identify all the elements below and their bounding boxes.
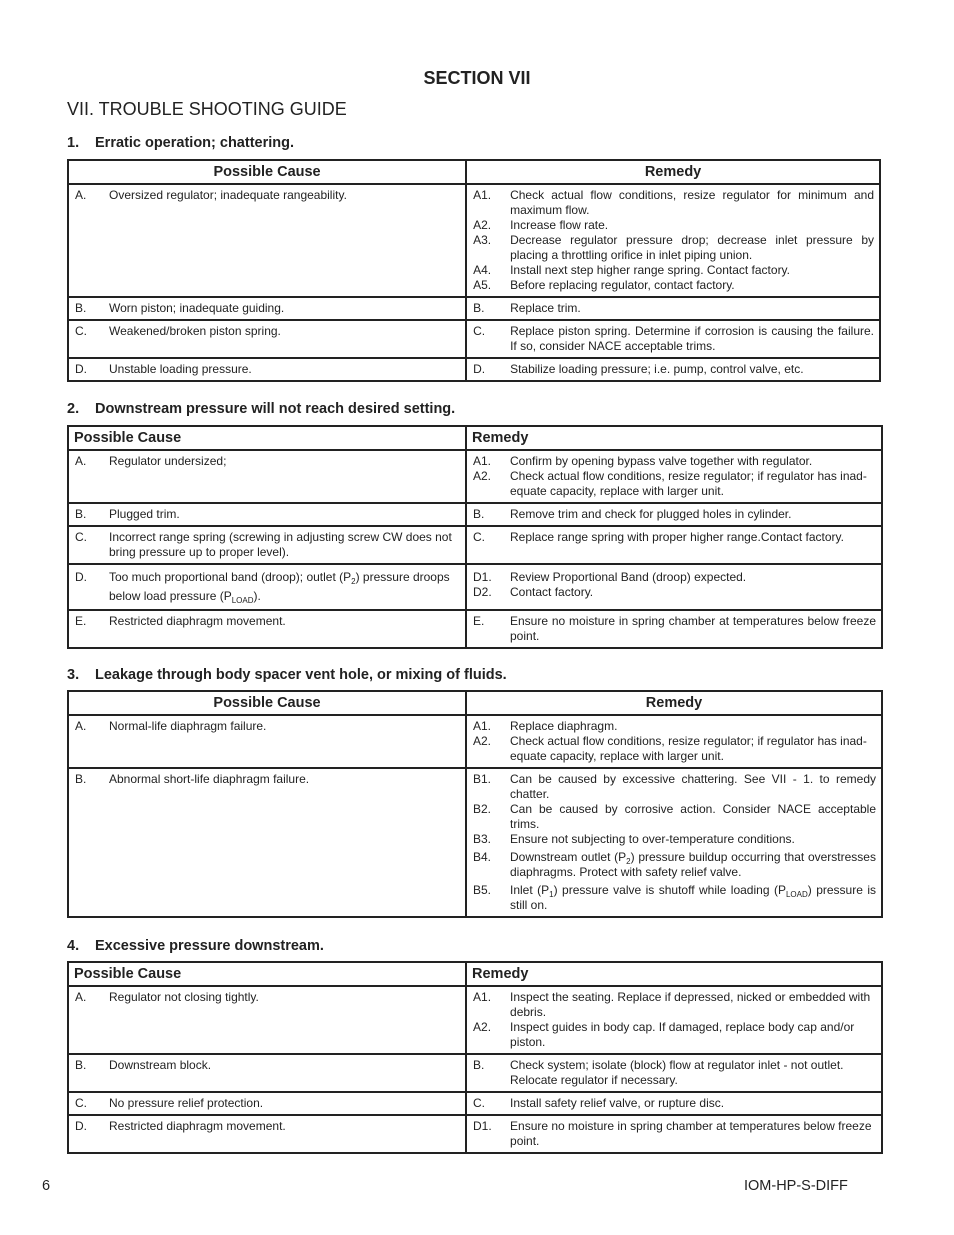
section-1-table: [67, 159, 881, 382]
remedy-item: A1. Confirm by opening bypass valve together with regulator.: [473, 454, 813, 468]
table-row: A. Regulator not closing tightly. A1. Inspect the seating. Replace if depressed, nicked or embedded with debris. A2. Inspect guides in body cap. If damaged, replace body cap and/or piston.: [68, 986, 882, 1054]
table-row: B. Plugged trim. B. Remove trim and check for plugged holes in cylinder.: [68, 503, 882, 526]
remedy-item: D. Stabilize loading pressure; i.e. pump, control valve, etc.: [473, 362, 804, 376]
remedy-item: B4. Downstream outlet $(P_2)$ pressure buildup occurring that overstresses diaphragms. Protect with safety relief valve.: [473, 850, 876, 879]
remedy-item: E. Ensure no moisture in spring chamber at temperatures below freeze point.: [473, 614, 876, 643]
remedy-item: B. Replace trim.: [473, 301, 581, 315]
document-id: IOM-HP-S-DIFF: [744, 1178, 848, 1194]
cause-text: Weakened/broken piston spring.: [109, 324, 281, 338]
table-header-row: [68, 691, 882, 715]
table-row: C. No pressure relief protection. C. Install safety relief valve, or rupture disc.: [68, 1092, 882, 1115]
cause-text: Abnormal short-life diaphragm failure.: [109, 772, 310, 786]
section-2-table: [67, 425, 883, 649]
table-row: D. Restricted diaphragm movement. D1. Ensure no moisture in spring chamber at temperatures below freeze point.: [68, 1115, 882, 1153]
table-header-row: [68, 160, 880, 184]
remedy-item: A3. Decrease regulator pressure drop; decrease inlet pressure by placing a throttling orifice in inlet piping union.: [473, 233, 874, 262]
cause-text: Worn piston; inadequate guiding.: [109, 301, 285, 315]
remedy-item: A2. Increase flow rate.: [473, 218, 609, 232]
section-2-heading: 2. Downstream pressure will not reach desired setting.: [67, 401, 456, 417]
table-header-row: [68, 426, 882, 450]
section-heading: SECTION VII: [423, 68, 531, 88]
table-row: D. Unstable loading pressure. D. Stabilize loading pressure; i.e. pump, control valve, etc.: [68, 358, 880, 381]
remedy-item: B2. Can be caused by corrosive action. Consider NACE acceptable trims.: [473, 802, 876, 831]
remedy-item: D2. Contact factory.: [473, 585, 594, 599]
remedy-item: B3. Ensure not subjecting to over-temperature conditions.: [473, 832, 795, 846]
remedy-item: D1. Review Proportional Band (droop) expected.: [473, 570, 747, 584]
table-row: B. Worn piston; inadequate guiding. B. Replace trim.: [68, 297, 880, 320]
cause-text: Incorrect range spring (screwing in adjusting screw CW does not bring pressure up to proper level).: [109, 530, 452, 559]
section-3-table: [67, 690, 883, 918]
section-1-heading: 1. Erratic operation; chattering.: [67, 135, 295, 151]
cause-text: Downstream block.: [109, 1058, 212, 1072]
section-4-table: [67, 961, 883, 1154]
remedy-item: A1. Replace diaphragm.: [473, 719, 618, 733]
table-row: D. Too much proportional band (droop); outlet $(P_2)$ pressure droops below load pressure $(P_{LOAD})$. D1. Review Proportional Band (droop) expected. D2. Contact factory.: [68, 564, 882, 610]
remedy-header: Remedy: [466, 160, 880, 184]
remedy-header: Remedy: [466, 691, 882, 715]
remedy-header: Remedy: [466, 962, 882, 986]
page-number: 6: [42, 1178, 51, 1194]
remedy-item: A4. Install next step higher range spring. Contact factory.: [473, 263, 791, 277]
remedy-item: A2. Check actual flow conditions, resize regulator; if regulator has inadequate capacity, replace with larger unit.: [473, 469, 867, 498]
remedy-item: D1. Ensure no moisture in spring chamber at temperatures below freeze point.: [473, 1119, 872, 1148]
section-4-heading: 4. Excessive pressure downstream.: [67, 938, 324, 954]
cause-text: Plugged trim.: [109, 507, 180, 521]
cause-text: No pressure relief protection.: [109, 1096, 264, 1110]
remedy-item: B1. Can be caused by excessive chattering. See VII - 1. to remedy chatter.: [473, 772, 876, 801]
remedy-item: A5. Before replacing regulator, contact factory.: [473, 278, 735, 292]
table-row: A. Normal-life diaphragm failure. A1. Replace diaphragm. A2. Check actual flow conditions, resize regulator; if regulator has inadequate capacity, replace with larger unit.: [68, 715, 882, 768]
remedy-item: B. Check system; isolate (block) flow at regulator inlet - not outlet. Relocate regulator if necessary.: [473, 1058, 844, 1087]
cause-header: Possible Cause: [68, 426, 466, 450]
table-row: A. Regulator undersized; A1. Confirm by opening bypass valve together with regulator. A2. Check actual flow conditions, resize regulator; if regulator has inadequate capacity, replace with larger unit.: [68, 450, 882, 503]
remedy-item: A2. Inspect guides in body cap. If damaged, replace body cap and/or piston.: [473, 1020, 855, 1049]
cause-text: Regulator not closing tightly.: [109, 990, 259, 1004]
remedy-item: B. Remove trim and check for plugged holes in cylinder.: [473, 507, 792, 521]
cause-text: Restricted diaphragm movement.: [109, 1119, 286, 1133]
cause-text: Restricted diaphragm movement.: [109, 614, 286, 628]
remedy-item: A2. Check actual flow conditions, resize regulator; if regulator has inadequate capacity, replace with larger unit.: [473, 734, 867, 763]
cause-text: Regulator undersized;: [109, 454, 227, 468]
remedy-item: C. Install safety relief valve, or rupture disc.: [473, 1096, 725, 1110]
remedy-item: A1. Check actual flow conditions, resize regulator for minimum and maximum flow.: [473, 188, 874, 217]
table-header-row: [68, 962, 882, 986]
cause-text: Unstable loading pressure.: [109, 362, 252, 376]
table-row: B. Abnormal short-life diaphragm failure. B1. Can be caused by excessive chattering. See VII - 1. to remedy chatter. B2. Can be caused by corrosive action. Consider NACE acceptable trims. B3. Ensure not subjecting to over-temperature conditions. B4. Downstream outlet $(P_2)$ pressure buildup occurring that overstresses diaphragms. Protect with safety relief valve. B5. Inlet $(P_1)$ pressure valve is shutoff while loading $(P_{LOAD})$ pressure is still on.: [68, 768, 882, 917]
remedy-item: C. Replace range spring with proper higher range.Contact factory.: [473, 530, 844, 544]
cause-text: Oversized regulator; inadequate rangeability.: [109, 188, 347, 202]
table-row: B. Downstream block. B. Check system; isolate (block) flow at regulator inlet - not outlet. Relocate regulator if necessary.: [68, 1054, 882, 1092]
cause-header: Possible Cause: [68, 962, 466, 986]
cause-text: Too much proportional band (droop); outlet $(P_2)$ pressure droops below load pressure $(P_{LOAD})$.: [109, 570, 450, 605]
section-3-heading: 3. Leakage through body spacer vent hole, or mixing of fluids.: [67, 667, 507, 683]
remedy-item: C. Replace piston spring. Determine if corrosion is causing the failure. If so, consider NACE acceptable trims.: [473, 324, 874, 353]
cause-text: Normal-life diaphragm failure.: [109, 719, 267, 733]
cause-header: Possible Cause: [68, 691, 466, 715]
cause-header: Possible Cause: [68, 160, 466, 184]
guide-title: VII. TROUBLE SHOOTING GUIDE: [67, 99, 347, 119]
table-row: A. Oversized regulator; inadequate rangeability. A1. Check actual flow conditions, resize regulator for minimum and maximum flow. A2. Increase flow rate. A3. Decrease regulator pressure drop; decrease inlet pressure by placing a throttling orifice in inlet piping union. A4. Install next step higher range spring. Contact factory. A5. Before replacing regulator, contact factory.: [68, 184, 880, 297]
remedy-item: B5. Inlet $(P_1)$ pressure valve is shutoff while loading $(P_{LOAD})$ pressure is still on.: [473, 883, 876, 912]
remedy-item: A1. Inspect the seating. Replace if depressed, nicked or embedded with debris.: [473, 990, 871, 1019]
table-row: E. Restricted diaphragm movement. E. Ensure no moisture in spring chamber at temperatures below freeze point.: [68, 610, 882, 648]
table-row: C. Incorrect range spring (screwing in adjusting screw CW does not bring pressure up to proper level). C. Replace range spring with proper higher range.Contact factory.: [68, 526, 882, 564]
remedy-header: Remedy: [466, 426, 882, 450]
table-row: C. Weakened/broken piston spring. C. Replace piston spring. Determine if corrosion is causing the failure. If so, consider NACE acceptable trims.: [68, 320, 880, 358]
